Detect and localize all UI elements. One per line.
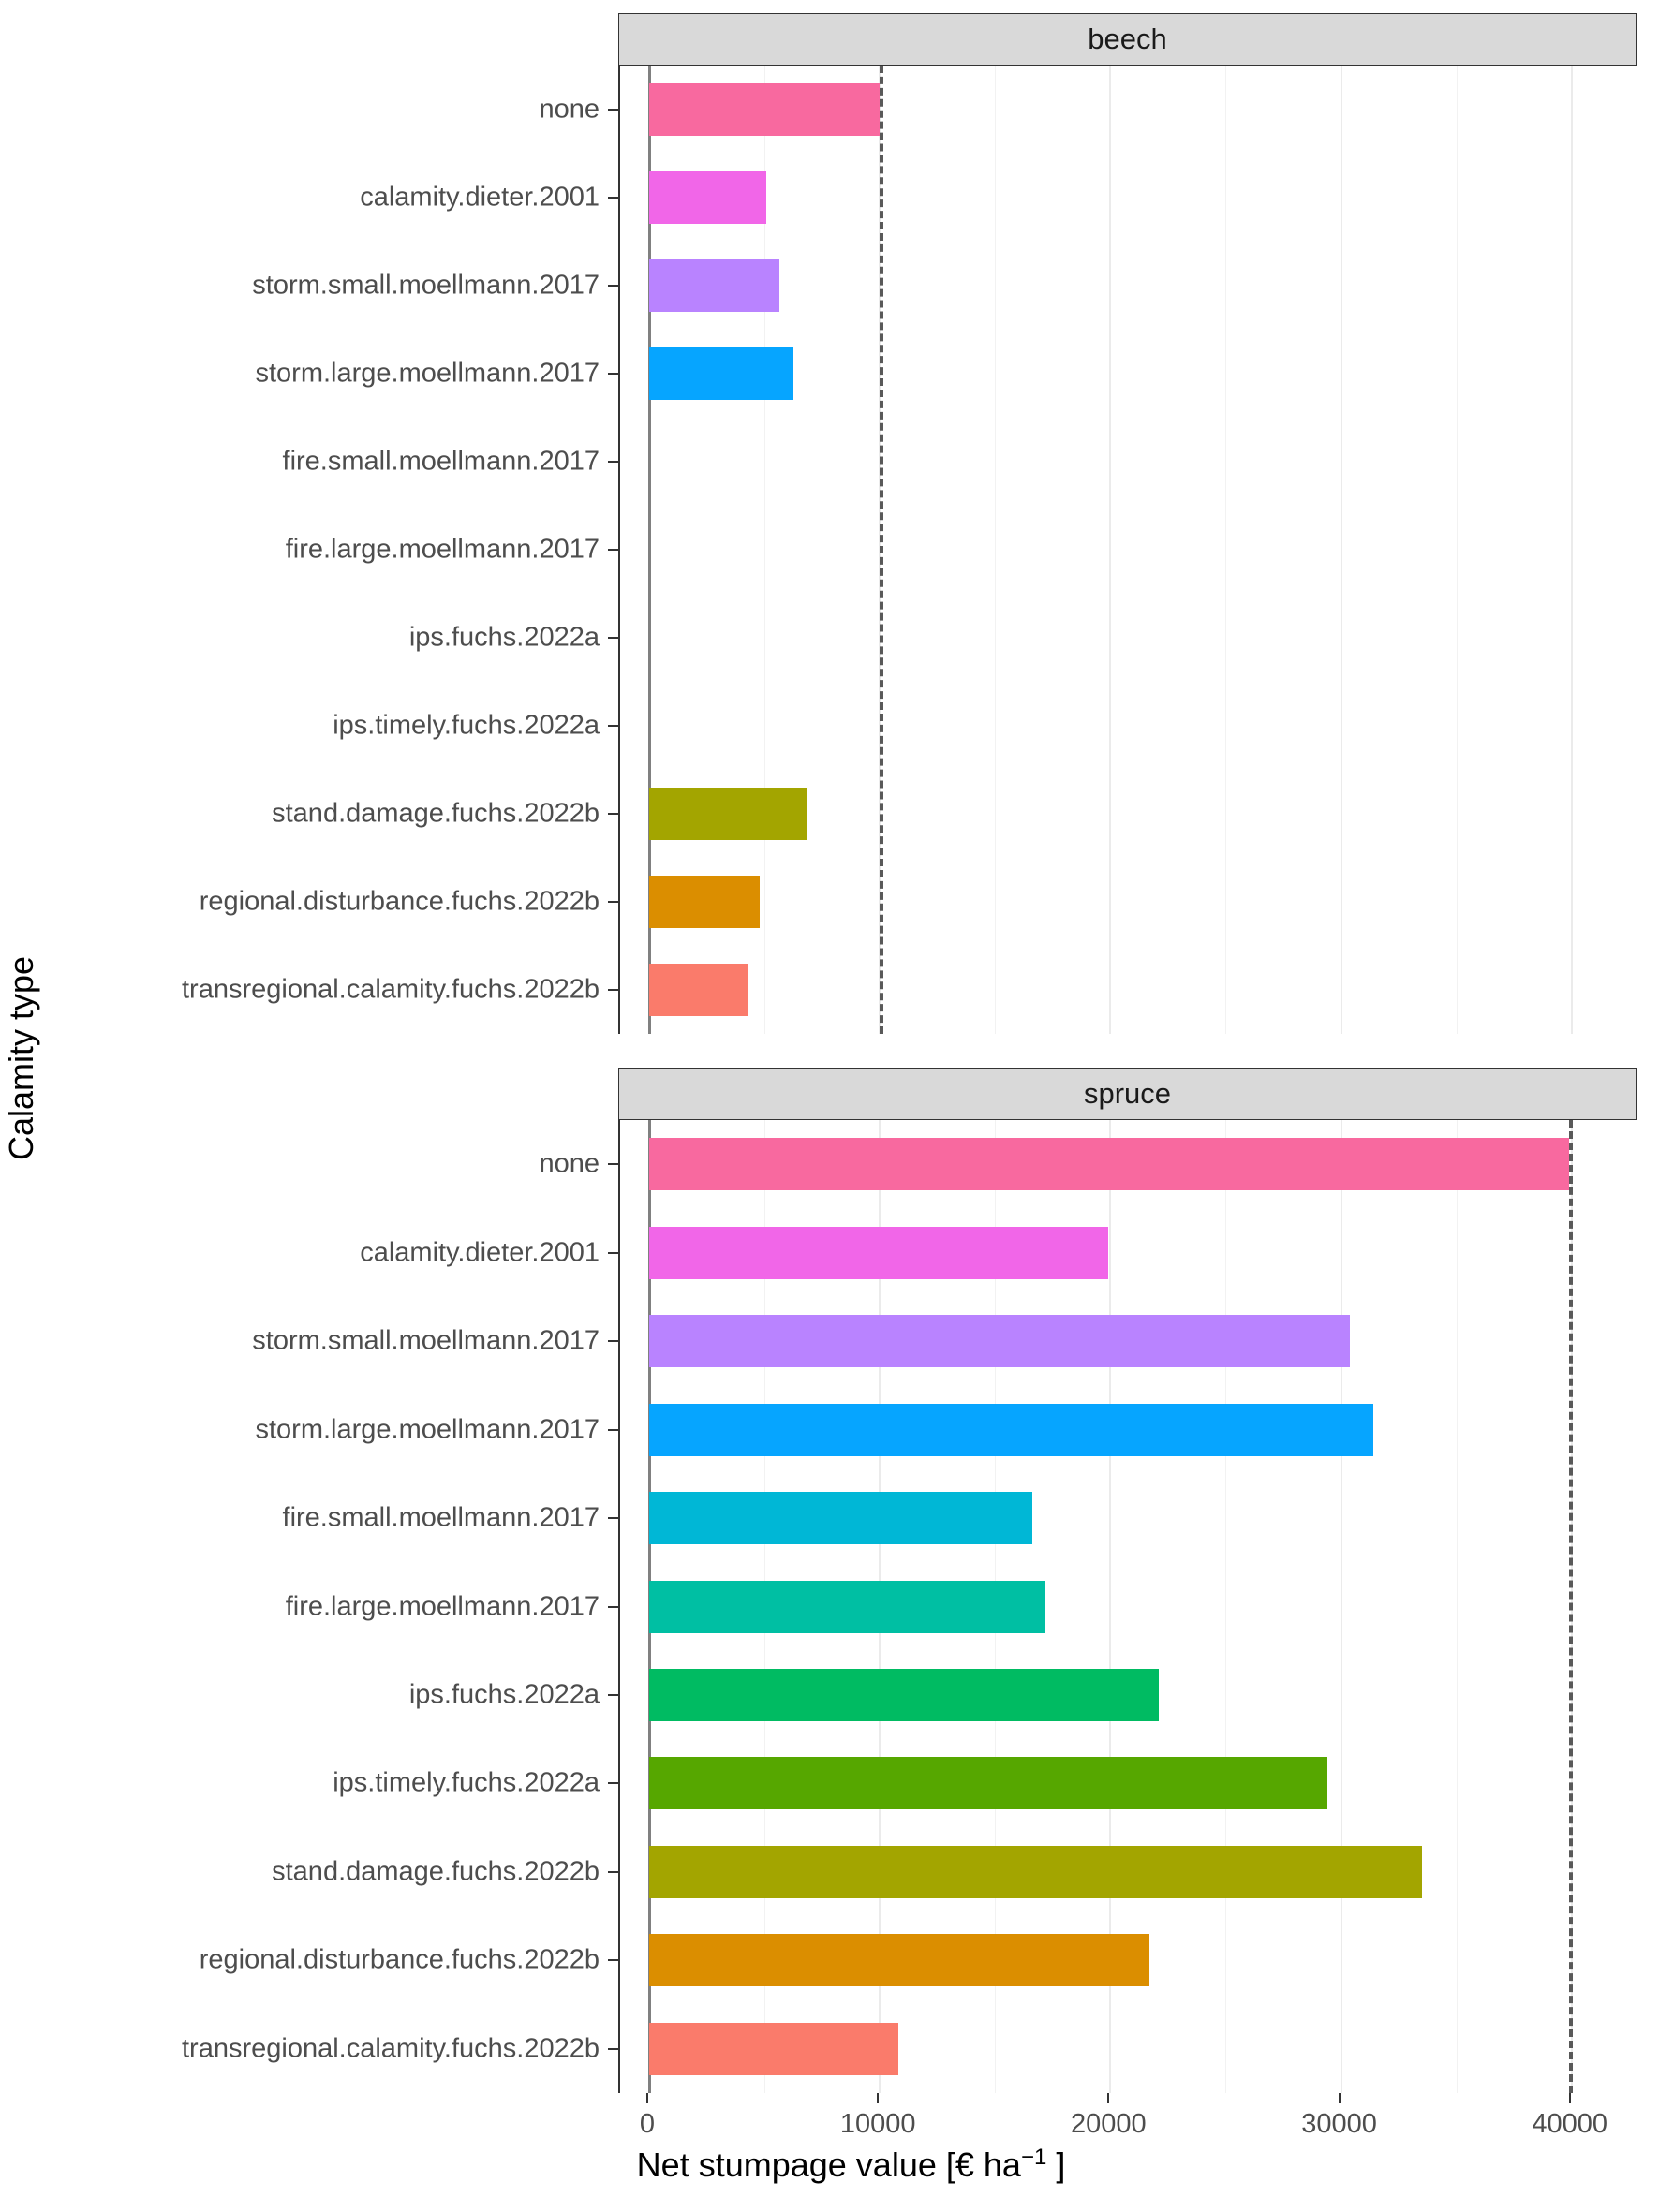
panel-strip-label-beech: beech xyxy=(618,13,1637,66)
x-tick-mark xyxy=(877,2093,879,2103)
y-tick-mark xyxy=(608,725,618,727)
y-tick-label-ips.fuchs.2022a: ips.fuchs.2022a xyxy=(408,1679,600,1710)
reference-line xyxy=(880,66,883,1034)
y-tick-mark xyxy=(608,989,618,991)
y-tick-mark xyxy=(608,461,618,463)
bar-none xyxy=(649,83,880,136)
x-tick-label-0: 0 xyxy=(639,2109,656,2139)
y-tick-mark xyxy=(608,549,618,551)
bar-stand.damage.fuchs.2022b xyxy=(649,1846,1422,1898)
x-tick-label-20000: 20000 xyxy=(1071,2109,1147,2139)
bar-fire.large.moellmann.2017 xyxy=(649,1581,1045,1633)
bar-ips.fuchs.2022a xyxy=(649,1669,1159,1721)
y-tick-label-transregional.calamity.fuchs.2022b: transregional.calamity.fuchs.2022b xyxy=(182,2033,600,2064)
y-tick-label-regional.disturbance.fuchs.2022b: regional.disturbance.fuchs.2022b xyxy=(199,886,600,917)
y-axis-title xyxy=(0,0,43,2116)
x-tick-mark xyxy=(1569,2093,1571,2103)
y-tick-mark xyxy=(608,1959,618,1961)
x-axis-title-exponent: −1 xyxy=(1020,2145,1047,2170)
y-tick-mark xyxy=(608,1606,618,1608)
x-axis-title xyxy=(43,2145,1659,2185)
x-tick-mark xyxy=(1339,2093,1341,2103)
bar-ips.timely.fuchs.2022a xyxy=(649,1757,1327,1809)
gridline-minor xyxy=(995,66,996,1034)
plot-area-beech xyxy=(618,66,1637,1034)
y-tick-label-storm.small.moellmann.2017: storm.small.moellmann.2017 xyxy=(252,270,600,301)
x-tick-label-10000: 10000 xyxy=(839,2109,916,2139)
y-tick-label-fire.large.moellmann.2017: fire.large.moellmann.2017 xyxy=(285,534,600,565)
gridline-minor xyxy=(1225,1120,1226,2093)
y-tick-mark xyxy=(608,2048,618,2050)
y-tick-mark xyxy=(608,1694,618,1696)
bar-storm.small.moellmann.2017 xyxy=(649,1315,1350,1367)
bar-storm.small.moellmann.2017 xyxy=(649,259,779,312)
y-tick-mark xyxy=(608,1871,618,1873)
gridline-minor xyxy=(1225,66,1226,1034)
y-tick-label-ips.timely.fuchs.2022a: ips.timely.fuchs.2022a xyxy=(333,1767,600,1798)
y-tick-label-fire.small.moellmann.2017: fire.small.moellmann.2017 xyxy=(282,446,600,477)
y-tick-mark xyxy=(608,813,618,815)
x-tick-label-40000: 40000 xyxy=(1532,2109,1608,2139)
reference-line xyxy=(1569,1120,1573,2093)
y-tick-mark xyxy=(608,197,618,199)
y-tick-label-calamity.dieter.2001: calamity.dieter.2001 xyxy=(360,1237,600,1268)
y-tick-label-fire.small.moellmann.2017: fire.small.moellmann.2017 xyxy=(282,1502,600,1533)
gridline-minor xyxy=(1457,1120,1458,2093)
gridline-major xyxy=(1341,66,1342,1034)
bar-storm.large.moellmann.2017 xyxy=(649,347,793,400)
y-axis-title-text: Calamity type xyxy=(2,955,41,1161)
y-tick-mark xyxy=(608,1163,618,1165)
y-tick-label-storm.large.moellmann.2017: storm.large.moellmann.2017 xyxy=(255,1414,600,1445)
y-tick-label-storm.small.moellmann.2017: storm.small.moellmann.2017 xyxy=(252,1325,600,1356)
x-tick-mark xyxy=(1107,2093,1109,2103)
panel-strip-label-spruce: spruce xyxy=(618,1068,1637,1120)
x-tick-label-30000: 30000 xyxy=(1301,2109,1377,2139)
y-tick-mark xyxy=(608,1252,618,1254)
y-tick-label-none: none xyxy=(539,1148,600,1179)
y-tick-label-transregional.calamity.fuchs.2022b: transregional.calamity.fuchs.2022b xyxy=(182,974,600,1005)
bar-none xyxy=(649,1138,1569,1190)
y-tick-mark xyxy=(608,285,618,287)
y-tick-label-calamity.dieter.2001: calamity.dieter.2001 xyxy=(360,182,600,213)
bar-transregional.calamity.fuchs.2022b xyxy=(649,2023,898,2075)
bar-storm.large.moellmann.2017 xyxy=(649,1404,1373,1456)
gridline-major xyxy=(1571,66,1573,1034)
y-tick-mark xyxy=(608,1517,618,1519)
y-tick-mark xyxy=(608,637,618,639)
y-tick-label-stand.damage.fuchs.2022b: stand.damage.fuchs.2022b xyxy=(272,798,600,829)
panel-spruce xyxy=(618,1068,1637,2093)
y-tick-label-fire.large.moellmann.2017: fire.large.moellmann.2017 xyxy=(285,1591,600,1621)
y-tick-mark xyxy=(608,901,618,903)
gridline-major xyxy=(1341,1120,1342,2093)
bar-fire.small.moellmann.2017 xyxy=(649,1492,1032,1544)
gridline-minor xyxy=(1457,66,1458,1034)
bar-calamity.dieter.2001 xyxy=(649,171,766,224)
y-tick-label-regional.disturbance.fuchs.2022b: regional.disturbance.fuchs.2022b xyxy=(199,1944,600,1975)
plot-area-spruce xyxy=(618,1120,1637,2093)
panel-beech xyxy=(618,13,1637,1034)
bar-stand.damage.fuchs.2022b xyxy=(649,788,807,840)
bar-regional.disturbance.fuchs.2022b xyxy=(649,876,760,928)
gridline-major xyxy=(1109,66,1111,1034)
x-axis-title-text: Net stumpage value [€ ha xyxy=(636,2146,1021,2184)
y-tick-label-ips.fuchs.2022a: ips.fuchs.2022a xyxy=(408,622,600,653)
y-tick-label-storm.large.moellmann.2017: storm.large.moellmann.2017 xyxy=(255,358,600,389)
y-tick-mark xyxy=(608,109,618,111)
bar-regional.disturbance.fuchs.2022b xyxy=(649,1934,1149,1986)
y-tick-mark xyxy=(608,1782,618,1784)
x-axis-title-tail: ] xyxy=(1046,2146,1066,2184)
y-tick-mark xyxy=(608,1429,618,1431)
x-tick-mark xyxy=(646,2093,648,2103)
y-tick-mark xyxy=(608,373,618,375)
y-tick-label-ips.timely.fuchs.2022a: ips.timely.fuchs.2022a xyxy=(333,710,600,741)
y-tick-label-stand.damage.fuchs.2022b: stand.damage.fuchs.2022b xyxy=(272,1856,600,1887)
y-tick-label-none: none xyxy=(539,94,600,125)
bar-calamity.dieter.2001 xyxy=(649,1227,1108,1279)
bar-transregional.calamity.fuchs.2022b xyxy=(649,964,748,1016)
y-tick-mark xyxy=(608,1340,618,1342)
